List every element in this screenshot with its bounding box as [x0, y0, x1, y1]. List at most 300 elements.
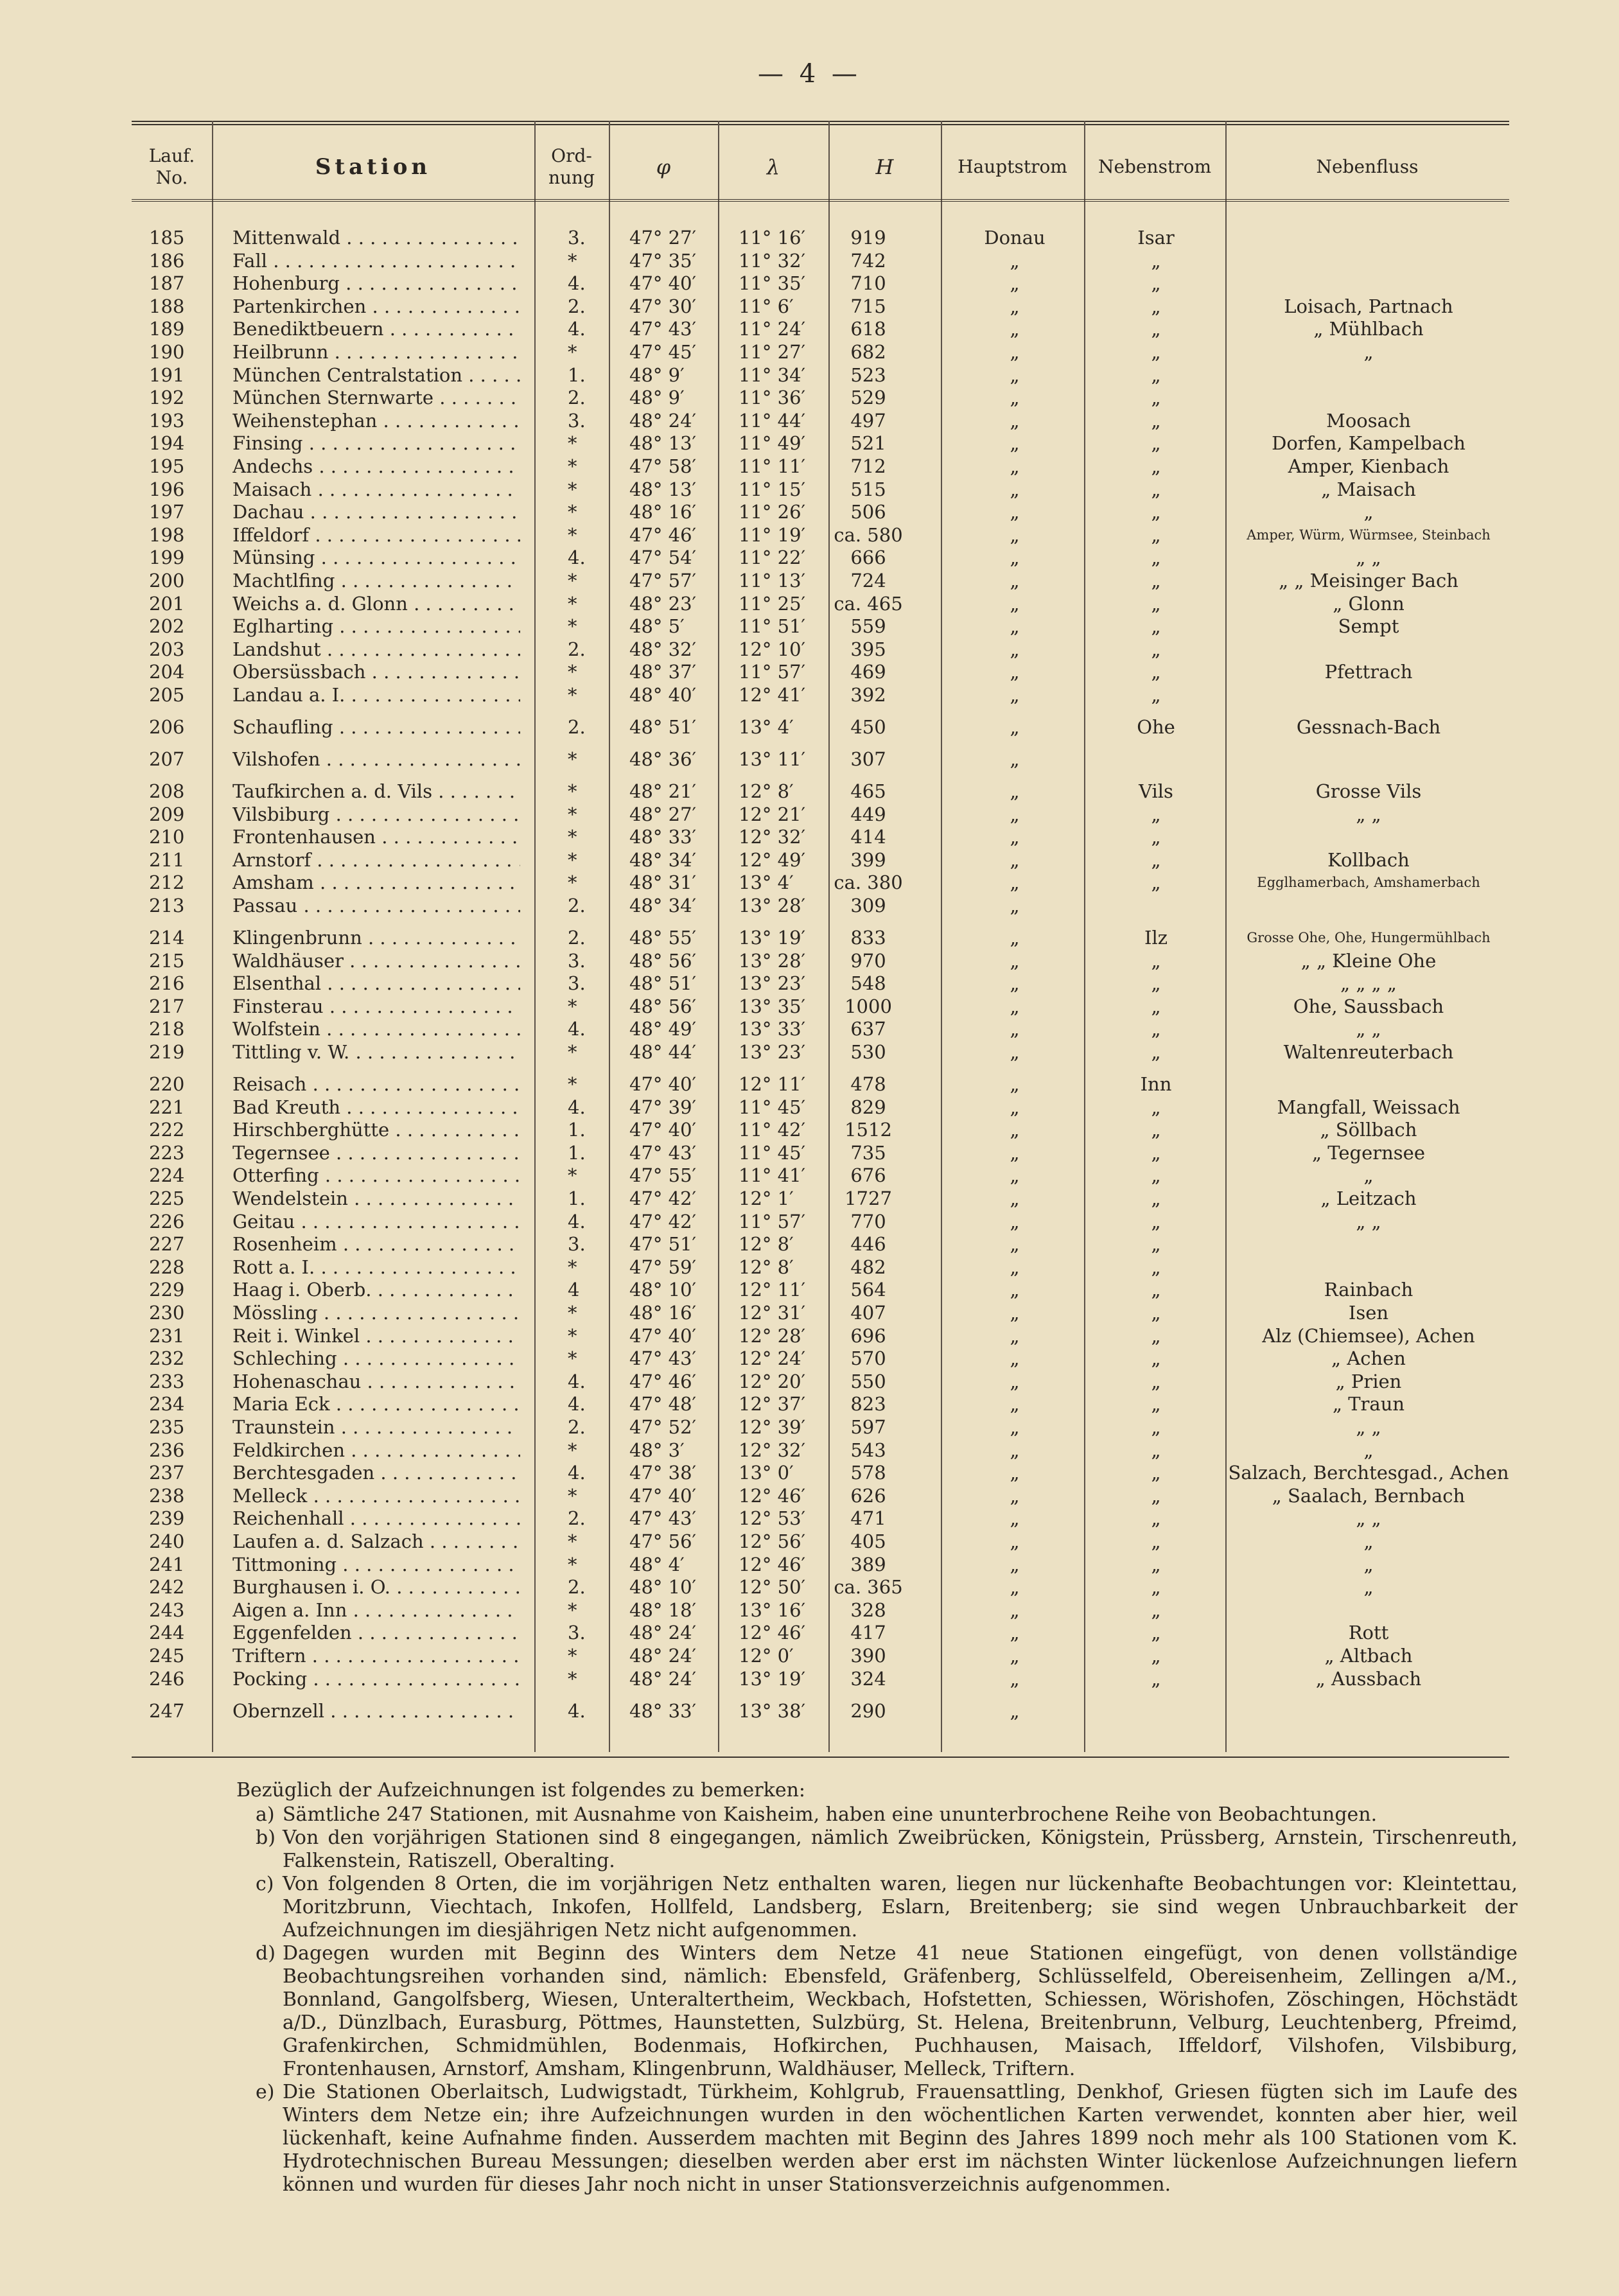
ordnung-value: * — [568, 1302, 577, 1324]
station-name: Andechs . . . — [232, 455, 520, 478]
hauptstrom-value: Donau — [984, 227, 1046, 249]
row-number: 231 — [149, 1325, 185, 1347]
latitude-value: 48° 21′ — [629, 780, 697, 802]
ordnung-value: * — [568, 501, 577, 523]
latitude-value: 48° 18′ — [629, 1599, 697, 1621]
nebenfluss-value: „ Glonn — [1333, 593, 1405, 615]
station-name: Weichs a. d. Glonn . . . — [232, 592, 520, 615]
ordnung-value: * — [568, 593, 577, 615]
longitude-value: 11° 42′ — [739, 1119, 806, 1141]
nebenstrom-value: „ — [1151, 1416, 1161, 1438]
longitude-value: 12° 10′ — [739, 638, 806, 660]
height-value: 506 — [850, 501, 886, 523]
ordnung-value: 2. — [568, 1576, 586, 1598]
ordnung-value: 2. — [568, 1416, 586, 1438]
latitude-value: 48° 10′ — [629, 1576, 697, 1598]
nebenfluss-value: „ Achen — [1331, 1347, 1406, 1369]
row-number: 220 — [149, 1073, 185, 1095]
table-row — [0, 1599, 1619, 1622]
hauptstrom-value: „ — [1010, 524, 1020, 546]
longitude-value: 11° 16′ — [739, 227, 806, 249]
table-row — [0, 432, 1619, 455]
height-value: 666 — [850, 547, 886, 568]
longitude-value: 12° 50′ — [739, 1576, 806, 1598]
longitude-value: 11° 34′ — [739, 364, 806, 386]
longitude-value: 12° 46′ — [739, 1554, 806, 1575]
row-number: 244 — [149, 1622, 185, 1643]
latitude-value: 48° 9′ — [629, 364, 685, 386]
height-value: 618 — [850, 318, 886, 340]
height-value: 515 — [850, 478, 886, 500]
nebenstrom-value: Inn — [1140, 1073, 1172, 1095]
table-row — [0, 1073, 1619, 1096]
nebenstrom-value: „ — [1151, 1576, 1161, 1598]
note-item — [236, 1873, 1518, 1942]
longitude-value: 12° 32′ — [739, 826, 806, 848]
longitude-value: 11° 11′ — [739, 455, 806, 477]
latitude-value: 47° 42′ — [629, 1211, 697, 1232]
row-number: 223 — [149, 1142, 185, 1164]
ordnung-value: 4. — [568, 1462, 586, 1484]
table-row — [0, 340, 1619, 364]
station-name: Hohenburg . . . — [232, 272, 520, 295]
station-name: Tegernsee . . . — [232, 1141, 520, 1164]
row-number: 237 — [149, 1462, 185, 1484]
nebenfluss-value: „ — [1363, 1439, 1374, 1461]
ordnung-value: 3. — [568, 950, 586, 972]
longitude-value: 11° 45′ — [739, 1142, 806, 1164]
nebenfluss-value: „ „ — [1356, 547, 1381, 568]
nebenstrom-value: „ — [1151, 1645, 1161, 1667]
hauptstrom-value: „ — [1010, 684, 1020, 706]
height-value: 529 — [850, 387, 886, 408]
hauptstrom-value: „ — [1010, 1599, 1020, 1621]
ordnung-value: * — [568, 1041, 577, 1063]
note-item — [236, 1827, 1518, 1873]
height-value: 328 — [850, 1599, 886, 1621]
hauptstrom-value: „ — [1010, 1393, 1020, 1415]
longitude-value: 13° 23′ — [739, 1041, 806, 1063]
ordnung-value: * — [568, 849, 577, 871]
row-number: 195 — [149, 455, 185, 477]
nebenfluss-value: Isen — [1348, 1302, 1389, 1324]
longitude-value: 12° 21′ — [739, 803, 806, 825]
height-value: 497 — [850, 410, 886, 432]
height-value: 417 — [850, 1622, 886, 1643]
station-name: Bad Kreuth . . . — [232, 1096, 520, 1119]
height-value: 307 — [850, 748, 886, 770]
station-name: Triftern . . . — [232, 1644, 520, 1667]
station-name: München Centralstation . . . — [232, 364, 520, 387]
ordnung-value: 4. — [568, 272, 586, 294]
longitude-value: 11° 15′ — [739, 478, 806, 500]
station-name: Schleching . . . — [232, 1347, 520, 1370]
height-value: 290 — [850, 1700, 886, 1722]
nebenfluss-value: Amper, Würm, Würmsee, Steinbach — [1247, 527, 1491, 543]
station-name: Vilsbiburg . . . — [232, 803, 520, 826]
ordnung-value: * — [568, 1599, 577, 1621]
station-name: Rott a. I. . . . — [232, 1256, 520, 1279]
row-number: 242 — [149, 1576, 185, 1598]
hauptstrom-value: „ — [1010, 570, 1020, 592]
nebenstrom-value: „ — [1151, 1530, 1161, 1552]
station-name: Weihenstephan . . . — [232, 409, 520, 432]
table-row — [0, 1415, 1619, 1439]
table-row — [0, 523, 1619, 547]
station-name: Klingenbrunn . . . — [232, 926, 520, 949]
header-hauptstrom: Hauptstrom — [958, 156, 1067, 177]
height-value: 735 — [850, 1142, 886, 1164]
ordnung-value: 4. — [568, 1371, 586, 1392]
latitude-value: 47° 57′ — [629, 570, 697, 592]
nebenstrom-value: „ — [1151, 364, 1161, 386]
ordnung-value: 1. — [568, 1187, 586, 1209]
longitude-value: 13° 38′ — [739, 1700, 806, 1722]
row-number: 211 — [149, 849, 185, 871]
nebenstrom-value: „ — [1151, 1554, 1161, 1575]
table-row — [0, 780, 1619, 803]
table-row — [0, 569, 1619, 592]
row-number: 203 — [149, 638, 185, 660]
station-name: Münsing . . . — [232, 546, 520, 569]
longitude-value: 13° 19′ — [739, 927, 806, 949]
height-value: 530 — [850, 1041, 886, 1063]
row-number: 215 — [149, 950, 185, 972]
ordnung-value: * — [568, 1325, 577, 1347]
row-number: 236 — [149, 1439, 185, 1461]
table-row — [0, 478, 1619, 501]
latitude-value: 47° 30′ — [629, 295, 697, 317]
header-lauf-no: Lauf. No. — [148, 145, 195, 188]
ordnung-value: 4. — [568, 1700, 586, 1722]
nebenfluss-value: Dorfen, Kampelbach — [1272, 432, 1466, 454]
station-name: Finsing . . . — [232, 432, 520, 455]
note-text: Sämtliche 247 Stationen, mit Ausnahme von Kaisheim, haben eine ununterbrochene Reihe von Beobachtungen. — [283, 1803, 1378, 1826]
longitude-value: 12° 1′ — [739, 1187, 794, 1209]
row-number: 209 — [149, 803, 185, 825]
latitude-value: 47° 43′ — [629, 1347, 697, 1369]
row-number: 190 — [149, 341, 185, 363]
height-value: 682 — [850, 341, 886, 363]
station-name: Otterfing . . . — [232, 1164, 520, 1187]
longitude-value: 13° 0′ — [739, 1462, 794, 1484]
longitude-value: 13° 19′ — [739, 1668, 806, 1690]
station-name: Obernzell . . . — [232, 1699, 520, 1722]
ordnung-value: 1. — [568, 1119, 586, 1141]
longitude-value: 13° 28′ — [739, 895, 806, 916]
table-row — [0, 592, 1619, 615]
table-row — [0, 295, 1619, 318]
ordnung-value: 4. — [568, 1096, 586, 1118]
nebenfluss-value: Grosse Vils — [1315, 780, 1422, 802]
hauptstrom-value: „ — [1010, 1416, 1020, 1438]
latitude-value: 48° 24′ — [629, 1668, 697, 1690]
nebenstrom-value: Ilz — [1144, 927, 1168, 949]
row-number: 198 — [149, 524, 185, 546]
nebenstrom-value: „ — [1151, 1371, 1161, 1392]
table-row — [0, 972, 1619, 995]
height-value: 564 — [850, 1279, 886, 1301]
height-value: 1000 — [845, 995, 892, 1017]
station-name: Haag i. Oberb. . . . — [232, 1278, 520, 1301]
ordnung-value: * — [568, 1256, 577, 1278]
ordnung-value: * — [568, 250, 577, 272]
nebenstrom-value: „ — [1151, 826, 1161, 848]
nebenstrom-value: „ — [1151, 1302, 1161, 1324]
table-row — [0, 803, 1619, 826]
latitude-value: 48° 55′ — [629, 927, 697, 949]
nebenstrom-value: Ohe — [1137, 716, 1175, 738]
nebenstrom-value: „ — [1151, 1164, 1161, 1186]
hauptstrom-value: „ — [1010, 638, 1020, 660]
height-value: 578 — [850, 1462, 886, 1484]
table-row — [0, 1484, 1619, 1507]
station-name: Traunstein . . . — [232, 1415, 520, 1439]
table-row — [0, 926, 1619, 949]
ordnung-value: * — [568, 803, 577, 825]
hauptstrom-value: „ — [1010, 1347, 1020, 1369]
nebenfluss-value: „ „ — [1356, 1507, 1381, 1529]
row-number: 199 — [149, 547, 185, 568]
hauptstrom-value: „ — [1010, 1700, 1020, 1722]
latitude-value: 47° 39′ — [629, 1096, 697, 1118]
ordnung-value: 3. — [568, 227, 586, 249]
note-text: Die Stationen Oberlaitsch, Ludwigstadt, Türkheim, Kohlgrub, Frauensattling, Denkhof, Griesen fügten sich im Laufe des Winters dem Netze ein; ihre Aufzeichnungen wurden in den wöchentlichen Karten verwendet, konnten aber hier, weil lückenhaft, keine Aufnahme finden. Ausserdem machten mit Beginn des Jahres 1899 noch mehr als 100 Stationen vom K. Hydrotechnischen Bureau Messungen; dieselben werden aber erst im nächsten Winter lückenlose Aufzeichnungen liefern können und wurden für dieses Jahr noch nicht in unser Stationsverzeichnis aufgenommen. — [283, 2081, 1518, 2196]
row-number: 243 — [149, 1599, 185, 1621]
latitude-value: 48° 13′ — [629, 432, 697, 454]
longitude-value: 11° 44′ — [739, 410, 806, 432]
nebenfluss-value: Grosse Ohe, Ohe, Hungermühlbach — [1247, 930, 1491, 945]
table-row — [0, 995, 1619, 1018]
hauptstrom-value: „ — [1010, 1462, 1020, 1484]
height-value: 399 — [850, 849, 886, 871]
nebenstrom-value: „ — [1151, 1462, 1161, 1484]
nebenstrom-value: „ — [1151, 593, 1161, 615]
table-row — [0, 1439, 1619, 1462]
latitude-value: 47° 43′ — [629, 1142, 697, 1164]
hauptstrom-value: „ — [1010, 364, 1020, 386]
ordnung-value: * — [568, 1073, 577, 1095]
latitude-value: 47° 54′ — [629, 547, 697, 568]
height-value: 1512 — [845, 1119, 892, 1141]
nebenstrom-value: Isar — [1137, 227, 1175, 249]
nebenfluss-value: „ — [1363, 1530, 1374, 1552]
row-number: 229 — [149, 1279, 185, 1301]
latitude-value: 48° 49′ — [629, 1018, 697, 1040]
height-value: 446 — [850, 1233, 886, 1255]
nebenstrom-value: „ — [1151, 972, 1161, 994]
nebenstrom-value: „ — [1151, 849, 1161, 871]
station-name: Mittenwald . . . — [232, 226, 520, 249]
row-number: 218 — [149, 1018, 185, 1040]
table-row — [0, 1017, 1619, 1040]
nebenstrom-value: „ — [1151, 524, 1161, 546]
latitude-value: 47° 46′ — [629, 1371, 697, 1392]
height-value: 414 — [850, 826, 886, 848]
row-number: 233 — [149, 1371, 185, 1392]
nebenstrom-value: „ — [1151, 478, 1161, 500]
longitude-value: 13° 23′ — [739, 972, 806, 994]
ordnung-value: 1. — [568, 364, 586, 386]
hauptstrom-value: „ — [1010, 1485, 1020, 1507]
ordnung-value: * — [568, 1554, 577, 1575]
hauptstrom-value: „ — [1010, 661, 1020, 683]
station-name: Aigen a. Inn . . . — [232, 1599, 520, 1622]
nebenfluss-value: „ — [1363, 1576, 1374, 1598]
note-item — [236, 1942, 1518, 2081]
row-number: 235 — [149, 1416, 185, 1438]
height-value: 833 — [850, 927, 886, 949]
nebenstrom-value: „ — [1151, 1347, 1161, 1369]
longitude-value: 11° 36′ — [739, 387, 806, 408]
table-row — [0, 1644, 1619, 1667]
longitude-value: 12° 28′ — [739, 1325, 806, 1347]
notes-list — [236, 1803, 1518, 2196]
longitude-value: 13° 16′ — [739, 1599, 806, 1621]
row-number: 214 — [149, 927, 185, 949]
hauptstrom-value: „ — [1010, 826, 1020, 848]
note-marker: c) — [256, 1873, 274, 1895]
hauptstrom-value: „ — [1010, 1530, 1020, 1552]
row-number: 234 — [149, 1393, 185, 1415]
latitude-value: 48° 16′ — [629, 501, 697, 523]
table-row — [0, 1278, 1619, 1301]
station-name: Mössling . . . — [232, 1301, 520, 1324]
latitude-value: 48° 40′ — [629, 684, 697, 706]
ordnung-value: 1. — [568, 1142, 586, 1164]
header-h: H — [875, 155, 894, 179]
station-name: Elsenthal . . . — [232, 972, 520, 995]
row-number: 225 — [149, 1187, 185, 1209]
ordnung-value: * — [568, 1164, 577, 1186]
header-station: Station — [315, 154, 432, 180]
longitude-value: 11° 25′ — [739, 593, 806, 615]
latitude-value: 48° 37′ — [629, 661, 697, 683]
longitude-value: 12° 8′ — [739, 780, 794, 802]
latitude-value: 48° 34′ — [629, 895, 697, 916]
table-row — [0, 1553, 1619, 1576]
nebenfluss-value: „ Tegernsee — [1312, 1142, 1425, 1164]
ordnung-value: * — [568, 570, 577, 592]
hauptstrom-value: „ — [1010, 318, 1020, 340]
station-name: Melleck . . . — [232, 1484, 520, 1507]
nebenstrom-value: „ — [1151, 410, 1161, 432]
height-value: 478 — [850, 1073, 886, 1095]
latitude-value: 47° 43′ — [629, 318, 697, 340]
longitude-value: 11° 49′ — [739, 432, 806, 454]
table-row — [0, 715, 1619, 739]
latitude-value: 47° 45′ — [629, 341, 697, 363]
latitude-value: 47° 46′ — [629, 524, 697, 546]
station-name: Berchtesgaden . . . — [232, 1461, 520, 1484]
nebenstrom-value: „ — [1151, 341, 1161, 363]
row-number: 196 — [149, 478, 185, 500]
hauptstrom-value: „ — [1010, 1041, 1020, 1063]
nebenstrom-value: „ — [1151, 547, 1161, 568]
hauptstrom-value: „ — [1010, 501, 1020, 523]
longitude-value: 12° 46′ — [739, 1485, 806, 1507]
ordnung-value: * — [568, 615, 577, 637]
nebenfluss-value: „ „ — [1356, 803, 1381, 825]
longitude-value: 11° 57′ — [739, 661, 806, 683]
note-marker: d) — [256, 1942, 276, 1965]
longitude-value: 11° 19′ — [739, 524, 806, 546]
nebenfluss-value: Sempt — [1338, 615, 1399, 637]
row-number: 188 — [149, 295, 185, 317]
ordnung-value: * — [568, 826, 577, 848]
table-row — [0, 1324, 1619, 1347]
nebenstrom-value: „ — [1151, 1622, 1161, 1643]
station-name: Hirschberghütte . . . — [232, 1118, 520, 1141]
latitude-value: 48° 24′ — [629, 1645, 697, 1667]
hauptstrom-value: „ — [1010, 478, 1020, 500]
ordnung-value: 3. — [568, 972, 586, 994]
latitude-value: 47° 48′ — [629, 1393, 697, 1415]
ordnung-value: * — [568, 1530, 577, 1552]
nebenstrom-value: „ — [1151, 1119, 1161, 1141]
longitude-value: 12° 53′ — [739, 1507, 806, 1529]
row-number: 204 — [149, 661, 185, 683]
row-number: 241 — [149, 1554, 185, 1575]
station-name: Landau a. I. . . . — [232, 683, 520, 706]
hauptstrom-value: „ — [1010, 972, 1020, 994]
height-value: 471 — [850, 1507, 886, 1529]
station-name: Hohenaschau . . . — [232, 1370, 520, 1393]
table-row — [0, 1141, 1619, 1164]
height-value: 724 — [850, 570, 886, 592]
nebenstrom-value: „ — [1151, 1018, 1161, 1040]
ordnung-value: 4. — [568, 318, 586, 340]
table-row — [0, 748, 1619, 771]
page-number: — 4 — — [758, 59, 861, 89]
ordnung-value: * — [568, 661, 577, 683]
nebenstrom-value: „ — [1151, 387, 1161, 408]
station-name: Reit i. Winkel . . . — [232, 1324, 520, 1347]
hauptstrom-value: „ — [1010, 410, 1020, 432]
table-row — [0, 1096, 1619, 1119]
nebenfluss-value: „ Traun — [1332, 1393, 1405, 1415]
nebenfluss-value: „ „ „ „ — [1340, 972, 1397, 994]
notes-intro: Bezüglich der Aufzeichnungen ist folgendes zu bemerken: — [236, 1779, 805, 1801]
latitude-value: 47° 42′ — [629, 1187, 697, 1209]
latitude-value: 47° 51′ — [629, 1233, 697, 1255]
hauptstrom-value: „ — [1010, 1668, 1020, 1690]
longitude-value: 13° 28′ — [739, 950, 806, 972]
ordnung-value: * — [568, 432, 577, 454]
longitude-value: 11° 22′ — [739, 547, 806, 568]
ordnung-value: * — [568, 995, 577, 1017]
longitude-value: 12° 24′ — [739, 1347, 806, 1369]
height-value: 309 — [850, 895, 886, 916]
nebenstrom-value: „ — [1151, 1485, 1161, 1507]
height-value: ca. 365 — [834, 1576, 903, 1598]
station-name: Benediktbeuern . . . — [232, 317, 520, 340]
longitude-value: 12° 31′ — [739, 1302, 806, 1324]
hauptstrom-value: „ — [1010, 849, 1020, 871]
height-value: 823 — [850, 1393, 886, 1415]
longitude-value: 12° 39′ — [739, 1416, 806, 1438]
hauptstrom-value: „ — [1010, 1325, 1020, 1347]
ordnung-value: 4. — [568, 1018, 586, 1040]
ordnung-value: 3. — [568, 410, 586, 432]
hauptstrom-value: „ — [1010, 1096, 1020, 1118]
header-lambda: λ — [766, 155, 780, 179]
row-number: 194 — [149, 432, 185, 454]
header-rule — [132, 199, 1509, 202]
station-name: Pocking . . . — [232, 1667, 520, 1690]
ordnung-value: * — [568, 1485, 577, 1507]
height-value: ca. 380 — [834, 872, 903, 893]
